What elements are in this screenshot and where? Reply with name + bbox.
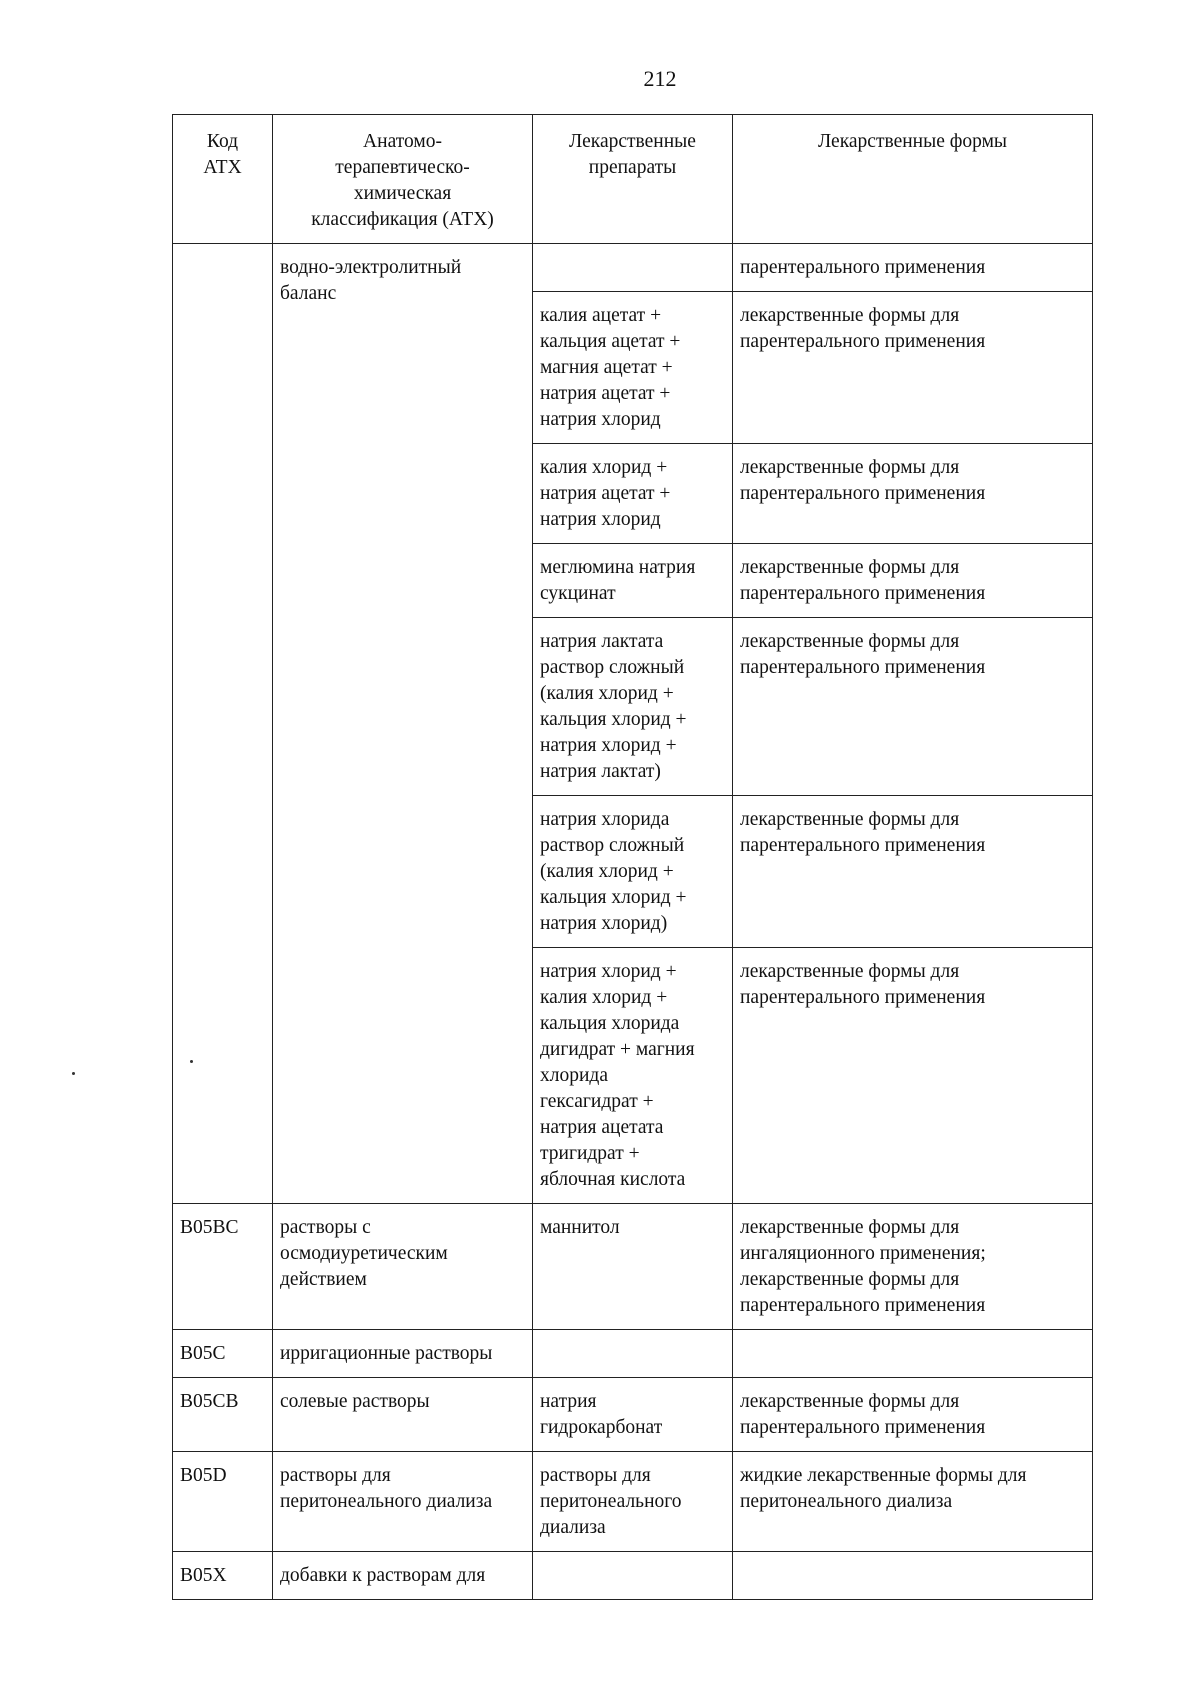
dosage-form-cell: лекарственные формы для парентерального применения: [733, 544, 1093, 618]
drug-cell: растворы для перитонеального диализа: [533, 1452, 733, 1552]
atx-classification-cell: добавки к растворам для: [273, 1552, 533, 1600]
atx-code-cell: B05X: [173, 1552, 273, 1600]
dosage-form-cell: лекарственные формы для ингаляционного применения; лекарственные формы для парентерального применения: [733, 1204, 1093, 1330]
drug-cell: [533, 1552, 733, 1600]
drug-cell: меглюмина натрия сукцинат: [533, 544, 733, 618]
dosage-form-cell: [733, 1552, 1093, 1600]
drug-cell: натрия хлорида раствор сложный (калия хлорид + кальция хлорид + натрия хлорид): [533, 796, 733, 948]
header-dosage-forms: Лекарственные формы: [733, 115, 1093, 244]
table-row: [173, 1204, 1093, 1330]
atx-code-cell: [173, 244, 273, 1204]
header-atx-classification: Анатомо- терапевтическо- химическая классификация (АТХ): [273, 115, 533, 244]
atx-code-cell: B05CB: [173, 1378, 273, 1452]
drug-cell: [533, 1330, 733, 1378]
drug-cell: натрия лактата раствор сложный (калия хлорид + кальция хлорид + натрия хлорид + натрия лактат): [533, 618, 733, 796]
table-row: [173, 1452, 1093, 1552]
atx-code-cell: B05BC: [173, 1204, 273, 1330]
atx-code-cell: B05D: [173, 1452, 273, 1552]
table-row: [173, 1552, 1093, 1600]
table-row: [173, 244, 1093, 292]
atx-classification-cell: солевые растворы: [273, 1378, 533, 1452]
atx-classification-cell: растворы с осмодиуретическим действием: [273, 1204, 533, 1330]
scan-speck: [190, 1060, 193, 1063]
scan-speck: [72, 1072, 75, 1075]
atx-classification-cell: водно-электролитный баланс: [273, 244, 533, 1204]
dosage-form-cell: лекарственные формы для парентерального применения: [733, 618, 1093, 796]
drug-cell: калия хлорид + натрия ацетат + натрия хлорид: [533, 444, 733, 544]
page-number: 212: [643, 66, 677, 91]
atx-code-cell: B05C: [173, 1330, 273, 1378]
dosage-form-cell: лекарственные формы для парентерального применения: [733, 1378, 1093, 1452]
drug-cell: калия ацетат + кальция ацетат + магния ацетат + натрия ацетат + натрия хлорид: [533, 292, 733, 444]
atx-table: [172, 114, 1093, 1600]
table-row: [173, 1330, 1093, 1378]
atx-classification-cell: растворы для перитонеального диализа: [273, 1452, 533, 1552]
header-atx-code: Код АТХ: [173, 115, 273, 244]
table-header-row: [173, 115, 1093, 244]
header-drugs: Лекарственные препараты: [533, 115, 733, 244]
drug-cell: натрия хлорид + калия хлорид + кальция хлорида дигидрат + магния хлорида гексагидрат + натрия ацетата тригидрат + яблочная кислота: [533, 948, 733, 1204]
dosage-form-cell: [733, 1330, 1093, 1378]
dosage-form-cell: лекарственные формы для парентерального применения: [733, 292, 1093, 444]
dosage-form-cell: лекарственные формы для парентерального применения: [733, 444, 1093, 544]
atx-classification-cell: ирригационные растворы: [273, 1330, 533, 1378]
dosage-form-cell: парентерального применения: [733, 244, 1093, 292]
drug-cell: натрия гидрокарбонат: [533, 1378, 733, 1452]
table-row: [173, 1378, 1093, 1452]
drug-cell: маннитол: [533, 1204, 733, 1330]
dosage-form-cell: жидкие лекарственные формы для перитонеального диализа: [733, 1452, 1093, 1552]
dosage-form-cell: лекарственные формы для парентерального применения: [733, 796, 1093, 948]
dosage-form-cell: лекарственные формы для парентерального применения: [733, 948, 1093, 1204]
drug-cell: [533, 244, 733, 292]
